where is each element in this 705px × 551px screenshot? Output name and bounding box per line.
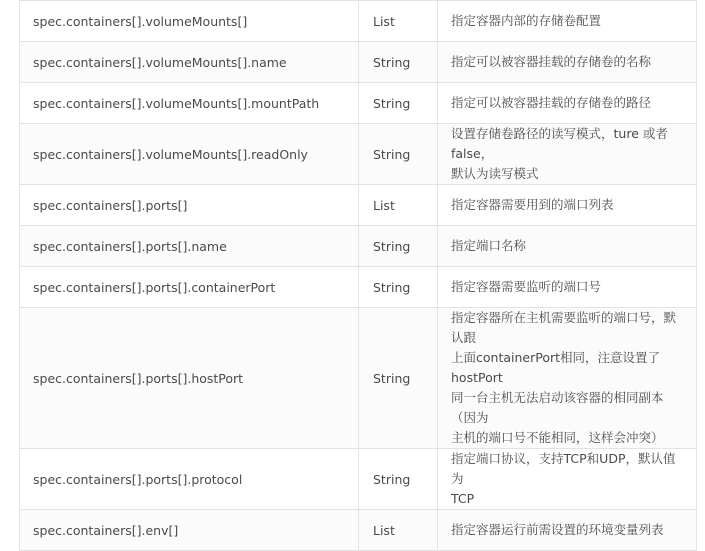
field-name: spec.containers[].volumeMounts[].mountPath — [20, 83, 359, 124]
field-description: 指定容器需要监听的端口号 — [438, 267, 697, 308]
field-name: spec.containers[].volumeMounts[].name — [20, 42, 359, 83]
field-description: 设置存储卷路径的读写模式，ture 或者false， 默认为读写模式 — [438, 124, 697, 185]
field-description: 指定容器运行前需设置的环境变量列表 — [438, 510, 697, 551]
field-name: spec.containers[].env[] — [20, 510, 359, 551]
field-description: 指定可以被容器挂载的存储卷的路径 — [438, 83, 697, 124]
field-name: spec.containers[].ports[].hostPort — [20, 308, 359, 449]
field-type: String — [359, 308, 438, 449]
field-type: String — [359, 267, 438, 308]
field-name: spec.containers[].ports[] — [20, 185, 359, 226]
table-row — [20, 83, 697, 124]
field-description: 指定容器内部的存储卷配置 — [438, 1, 697, 42]
field-name: spec.containers[].ports[].containerPort — [20, 267, 359, 308]
field-type: List — [359, 185, 438, 226]
field-description: 指定端口协议，支持TCP和UDP，默认值为 TCP — [438, 449, 697, 510]
field-type: String — [359, 42, 438, 83]
field-description: 指定容器所在主机需要监听的端口号，默认跟 上面containerPort相同，注意设置了hostPort 同一台主机无法启动该容器的相同副本（因为 主机的端口号不能相同，这样会冲突） — [438, 308, 697, 449]
table-row — [20, 1, 697, 42]
field-type: String — [359, 226, 438, 267]
field-name: spec.containers[].volumeMounts[] — [20, 1, 359, 42]
spec-table — [19, 0, 697, 551]
field-type: String — [359, 449, 438, 510]
field-name: spec.containers[].ports[].protocol — [20, 449, 359, 510]
field-type: String — [359, 124, 438, 185]
field-type: String — [359, 83, 438, 124]
table-row — [20, 308, 697, 449]
table-row — [20, 267, 697, 308]
field-description: 指定容器需要用到的端口列表 — [438, 185, 697, 226]
field-description: 指定可以被容器挂载的存储卷的名称 — [438, 42, 697, 83]
table-row — [20, 185, 697, 226]
field-type: List — [359, 1, 438, 42]
field-name: spec.containers[].volumeMounts[].readOnly — [20, 124, 359, 185]
field-description: 指定端口名称 — [438, 226, 697, 267]
table-row — [20, 42, 697, 83]
table-row — [20, 124, 697, 185]
field-name: spec.containers[].ports[].name — [20, 226, 359, 267]
table-row — [20, 449, 697, 510]
field-type: List — [359, 510, 438, 551]
table-row — [20, 510, 697, 551]
table-row — [20, 226, 697, 267]
